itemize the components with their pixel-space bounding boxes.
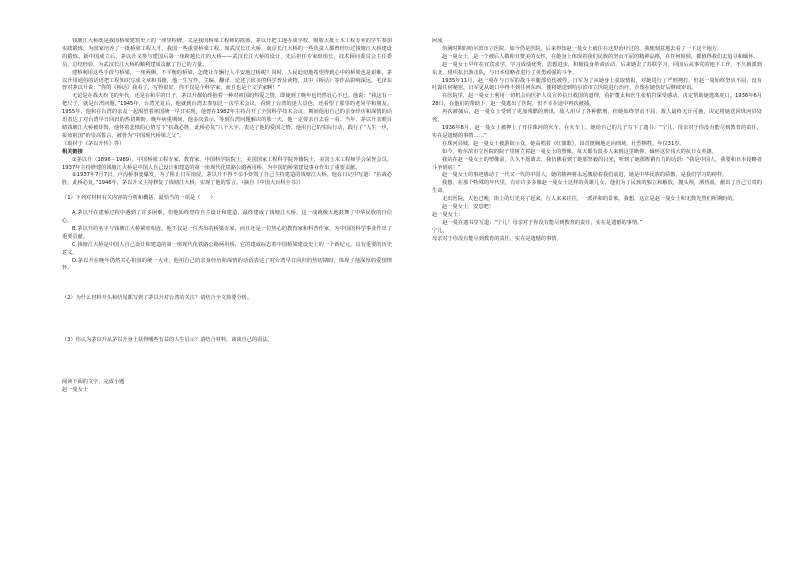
paragraph: 如今，哈尔滨市立医院的院子里树立着赵一曼女士的塑像，每天都有很多人来到这里瞻仰，缅怀这位伟大的抗日女英雄。 (442, 148, 717, 155)
paragraph: 1936年8月，赵一曼女士被押上了开往珠河的火车，在火车上，她给自己的儿子写下了遗书：“宁儿，母亲对于你没有能尽到教育的责任，实在是遗憾的事情……” (432, 124, 762, 139)
paragraph: 建桥利用这些手段与桥梁，一座两侧、不平衡的桥梁，怎能让车辆行人平安地过桥呢？同时，人民迫切地希望得到心中的桥梁也是艰难。茅以升用通俗的话语把工程知识写成文章和书籍，他一生写作、主编、翻译、论述了很多的科学普及读物，其中《桥话》等作品影响深远。毛泽东曾对茅以升说：“你的《桥话》我看了，写得很好，你不仅是个科学家，而且也是个文学家啊！” (62, 69, 392, 92)
option-a: A.茅以升在建桥过程中遇到了许多困难，但他始终坚持自主设计和建造，最终建成了钱塘江大桥，这一成就极大地鼓舞了中华民族的自信心。 (62, 210, 392, 225)
left-column (62, 38, 392, 553)
option-b: B.茅以升的名字与钱塘江大桥紧密相连，他不仅是一位杰出的桥梁专家，而且还是一位热心的教育家和科普作家，为中国的科学事业作出了重要贡献。 (62, 225, 392, 240)
paragraph: 无论是在战火纷飞的年代，还是在和平的日子，茅以升都始终抱着一种对祖国的热爱之情，即使到了晚年也仍然壮心不已。他说：“我这有一把尺子，就是台湾问题。”1945年，台湾光复后，他就到台湾去参加过一次学术会议，看到了台湾的迷人景色，还看望了那里的老同学和朋友。1955年，他和在台湾的亲友一起渴望着祖国统一早日实现。他曾在1982年主持召开了全国科学技术会议，期间他用自己的亲身经历和深情的话语表达了对台湾早日回归的热切期盼。晚年病重期间，他多次表示，等到台湾问题解决的那一天，他一定要亲自去看一看。当年，茅以升亲眼目睹钱塘江大桥被炸毁，他怀着悲愤的心情写下“抗战必胜，此桥必复”八个大字，表达了他的爱国之情。他用自己的实际行动，践行了“人生一世，报效祖国”的崇高誓言，被誉为“中国现代桥梁之父”。 (62, 93, 392, 139)
question-1: （1）下列对材料有关内容的分析和概括，最恰当的一项是（ ） (62, 195, 216, 202)
paragraph: 赵一曼女士，安息吧！ (442, 204, 494, 211)
option-d: D.茅以升在晚年仍然关心祖国的统一大业，他用自己的亲身经历和深情的话语表达了对台湾早日回归的热切期盼，体现了他深厚的爱国情怀。 (62, 257, 392, 272)
related-item: ①茅以升（1896－1989），中国桥梁工程专家，教育家。中国科学院院士，美国国家工程科学院外籍院士，美国土木工程师学会荣誉会员。1937年主持修建的钱塘江大桥是中国人自己设计和建造的第一座现代化铁路公路两用桥，为中国的桥梁建设事业作出了重要贡献。 (62, 156, 392, 171)
paragraph: 我想，在那个特殊的年代里，有许许多多像赵一曼女士这样的英雄儿女，他们为了民族的独立和解放，抛头颅，洒热血，献出了自己宝贵的生命。 (432, 180, 762, 195)
related-item: ②1937年7月7日，卢沟桥事变爆发，为了阻止日军南侵，茅以升不得不亲手炸毁了自己主持建造的钱塘江大桥。他在日记中写道：“抗战必胜，此桥必复。”1946年，茅以升又主持修复了钱塘江大桥，实现了他的誓言。（摘自《中国大百科全书》） (62, 172, 392, 187)
paragraph: 1935年11月，赵一曼在与日军的战斗中腿部负伤被俘，日军为了从她身上获取情报，对她进行了严刑拷打，但赵一曼始终坚贞不屈，没有吐露任何秘密。日军见从她口中得不到任何东西，便将她送到哈尔滨市立医院进行治疗，企图在她伤好后继续审讯。 (432, 77, 762, 92)
answer-space (62, 303, 392, 337)
letter-line: 母亲对于你没有能尽到教育的责任，实在是遗憾的事情。 (432, 235, 562, 242)
paragraph: 在珠河县城，赵一曼女士被游街示众，她高唱着《红旗歌》，昂首挺胸地走向刑场，壮烈牺牲，年仅31岁。 (442, 140, 685, 147)
question-3: （3）你认为茅以升从茅以升身上获得哪些有益的人生启示？请结合材料，谈谈自己的看法。 (62, 337, 273, 344)
right-column (432, 38, 762, 553)
paragraph: 伪满时期的哈尔滨市立医院，如今仍是医院。后来得知赵一曼女士就住在这里治疗过的，我便刻意地去看了一下这个地方。 (442, 45, 723, 52)
paragraph: 再次被捕后，赵一曼女士受到了更加残酷的刑讯，敌人用尽了各种酷刑，但她始终坚贞不屈，敌人最终无计可施，决定将她送回珠河县处死。 (432, 109, 762, 124)
paragraph: 赵一曼女士的事迹感动了一代又一代的中国人，她的精神将永远激励着我们前进，她是中华民族的骄傲，是我们学习的榜样。 (442, 172, 728, 179)
option-c: C.钱塘江大桥是中国人自己设计和建造的第一座现代化铁路公路两用桥，它的建成标志着中国桥梁建设史上的一个新纪元，具有重要的历史意义。 (62, 241, 392, 256)
spacer (62, 273, 392, 295)
paragraph: 走出医院，天色已晚，街上的灯光亮了起来，行人来来往往，一派祥和的景象。我想，这正是赵一曼女士和无数先烈们所期盼的。 (442, 196, 738, 203)
letter-line: 宁儿， (432, 227, 448, 234)
reading-prompt: 阅读下面的文字，完成小题 (62, 379, 125, 386)
paragraph: 赵一曼女士，是一个被后人敬仰且赞美的女性，在她身上体现着我们民族的坚贞不屈的精神品格，在任何时候，都值得我们去追寻和缅怀。 (442, 53, 759, 60)
source-note: （取材于《茅以升传》等） (62, 140, 125, 147)
paragraph: 钱塘江大桥既是我国桥梁建筑史上的一座里程碑，又是我国桥梁工程师的摇篮，茅以升把工地办成学校，吸收大批土木工程专业的学生参加实践锻炼，为国家培养了一批桥梁工程人才，我国一些重要桥梁工程，如武汉长江大桥、南京长江大桥的一些负责人都曾经历过钱塘江大桥建设的锻炼。新中国成立后，茅以升又参与建国后第一座跨越长江的大桥——武汉长江大桥的设计，先后担任专家组组长，技术顾问委员会主任委员，总结经验，为武汉长江大桥的顺利建成贡献了自己的力量。 (62, 38, 392, 68)
paragraph: 我站在赵一曼女士的塑像前，久久不愿离去。我仿佛看到了她那坚毅的目光，听到了她那铿锵有力的话语：“我是中国人，我要和日本侵略者斗争到底！” (432, 156, 762, 171)
letter-line: 赵一曼在遗书里写道：“宁儿！母亲对于你没有能尽到教育的责任，实在是遗憾的事情。” (432, 219, 643, 226)
related-heading: 相关链接 (62, 148, 83, 155)
paragraph: 赵一曼女士早年在宜宾求学，学习成绩优秀，思想进步，积极投身革命活动。后来她去了苏联学习，回国后从事党的地下工作，不久被派到东北，组织抗日游击队，与日本侵略者进行了英勇顽强的斗争。 (432, 61, 762, 76)
answer-space (62, 345, 392, 379)
letter-line: 赵一曼女士： (432, 211, 464, 218)
reading-title: 赵一曼女士 (62, 387, 88, 394)
question-2: （2）为什么材料开头和结尾都写到了茅以升对台湾的关注？请结合全文简要分析。 (62, 295, 253, 302)
author-line: 阿成 (432, 38, 443, 44)
paragraph: 在医院里，赵一曼女士利用一切机会向医护人员宣传抗日救国的道理，看护董太和医生张柏岩深受感动，决定帮助她逃离虎口。1936年6月28日，在他们的帮助下，赵一曼逃出了医院，但不幸在途中再次被捕。 (432, 93, 762, 108)
